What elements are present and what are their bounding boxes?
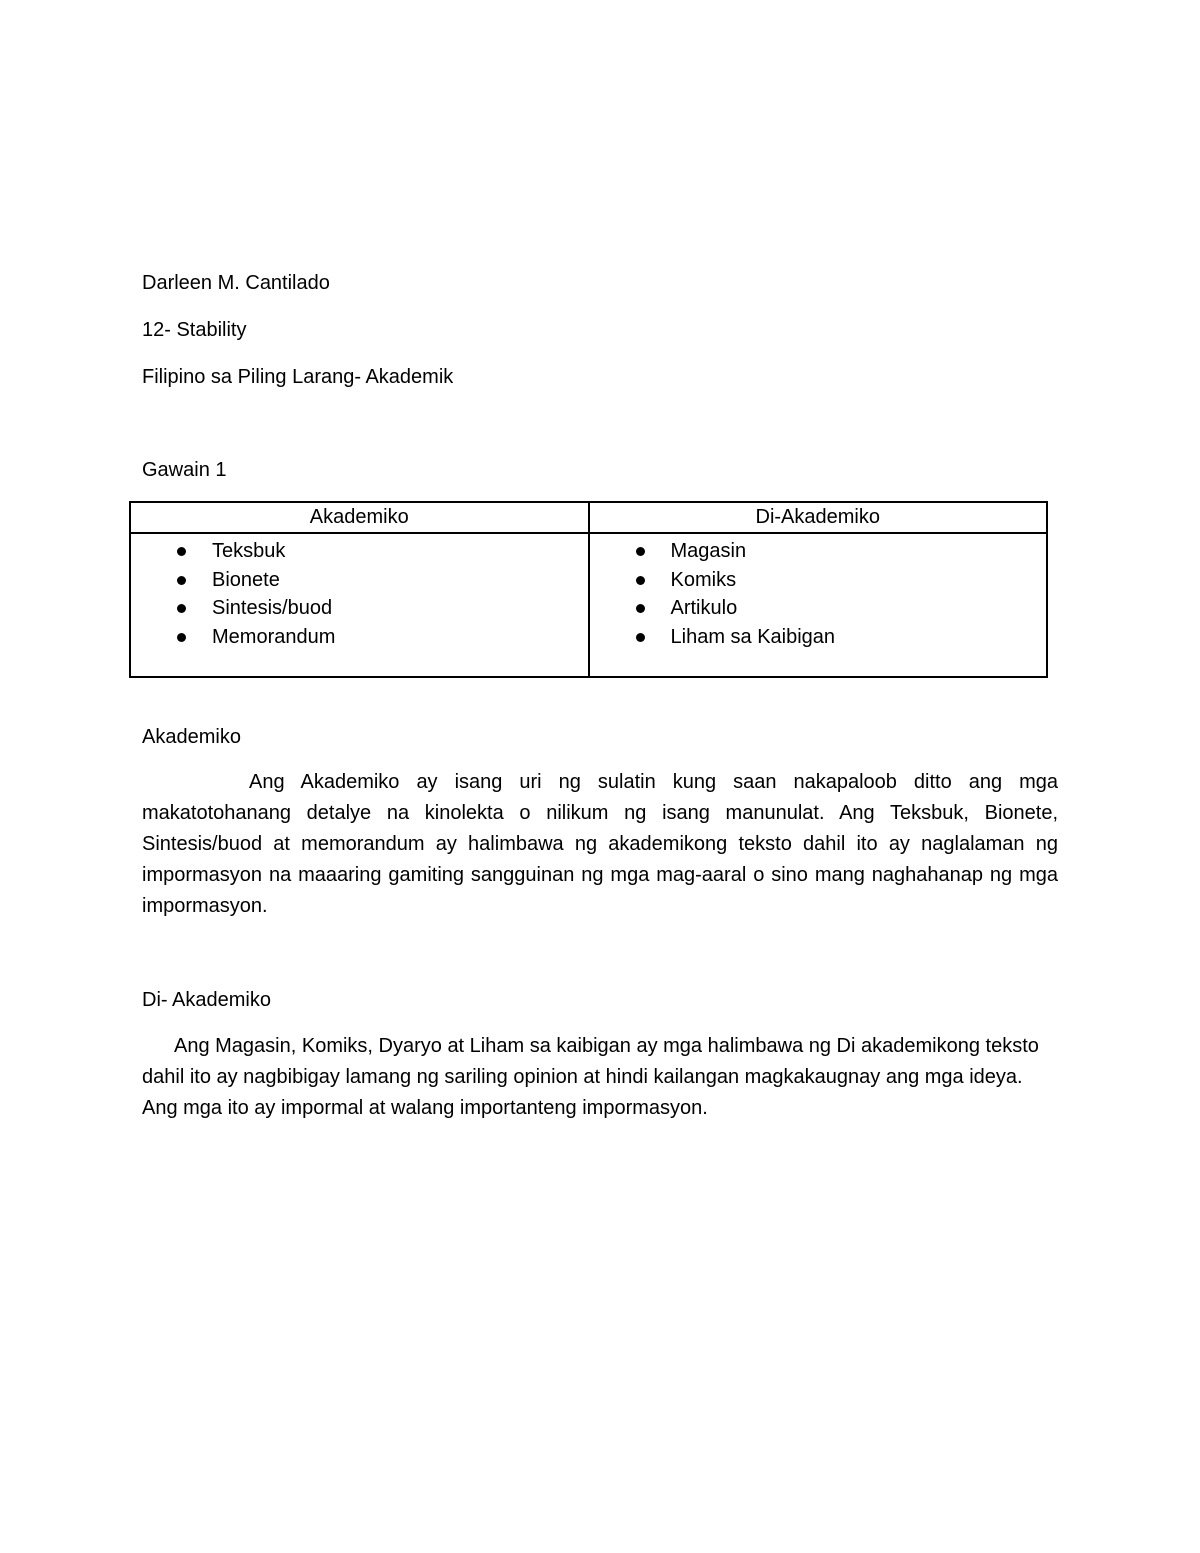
list-item xyxy=(590,566,1047,595)
list-item-label: Teksbuk xyxy=(212,540,286,562)
akademiko-paragraph: Ang Akademiko ay isang uri ng sulatin kung saan nakapaloob ditto ang mga makatotohanang detalye na kinolekta o nilikum ng isang manunulat. Ang Teksbuk, Bionete, Sintesis/buod at memorandum ay halimbawa ng akademikong teksto dahil ito ay naglalaman ng impormasyon na maaaring gamiting sangguinan ng mga mag-aaral o sino mang naghahanap ng mga impormasyon. xyxy=(142,771,1058,917)
list-item-label: Magasin xyxy=(670,540,747,562)
di-akademiko-list xyxy=(590,534,1047,651)
student-section: 12- Stability xyxy=(142,319,247,341)
list-item xyxy=(131,537,588,566)
table-header-row xyxy=(130,502,1047,533)
akademiko-list xyxy=(131,534,588,651)
list-item xyxy=(590,537,1047,566)
gawain-table xyxy=(129,501,1048,678)
di-akademiko-heading: Di- Akademiko xyxy=(142,989,271,1011)
activity-title: Gawain 1 xyxy=(142,459,227,481)
bullet-icon xyxy=(636,604,645,613)
list-item-label: Komiks xyxy=(670,568,737,591)
subject-title: Filipino sa Piling Larang- Akademik xyxy=(142,366,454,388)
list-item-label: Artikulo xyxy=(670,597,738,619)
bullet-icon xyxy=(636,633,645,642)
di-akademiko-paragraph: Ang Magasin, Komiks, Dyaryo at Liham sa kaibigan ay mga halimbawa ng Di akademikong teksto dahil ito ay nagbibigay lamang ng sariling opinion at hindi kailangan magkakaugnay ang mga ideya. Ang mga ito ay impormal at walang importanteng impormasyon. xyxy=(142,1035,1039,1119)
list-item-label: Liham sa Kaibigan xyxy=(670,625,836,648)
akademiko-heading: Akademiko xyxy=(142,726,241,748)
student-name: Darleen M. Cantilado xyxy=(142,272,330,294)
list-item xyxy=(590,623,1047,652)
list-item-label: Bionete xyxy=(212,568,280,591)
bullet-icon xyxy=(177,547,186,556)
bullet-icon xyxy=(636,576,645,585)
akademiko-cell xyxy=(130,533,589,677)
table-row xyxy=(130,533,1047,677)
list-item xyxy=(131,623,588,652)
list-item xyxy=(590,594,1047,623)
column-header-di-akademiko: Di-Akademiko xyxy=(589,502,1048,533)
column-header-akademiko: Akademiko xyxy=(130,502,589,533)
list-item-label: Sintesis/buod xyxy=(212,597,333,619)
bullet-icon xyxy=(636,547,645,556)
list-item-label: Memorandum xyxy=(212,625,336,648)
list-item xyxy=(131,594,588,623)
bullet-icon xyxy=(177,633,186,642)
di-akademiko-cell xyxy=(589,533,1048,677)
list-item xyxy=(131,566,588,595)
bullet-icon xyxy=(177,604,186,613)
bullet-icon xyxy=(177,576,186,585)
